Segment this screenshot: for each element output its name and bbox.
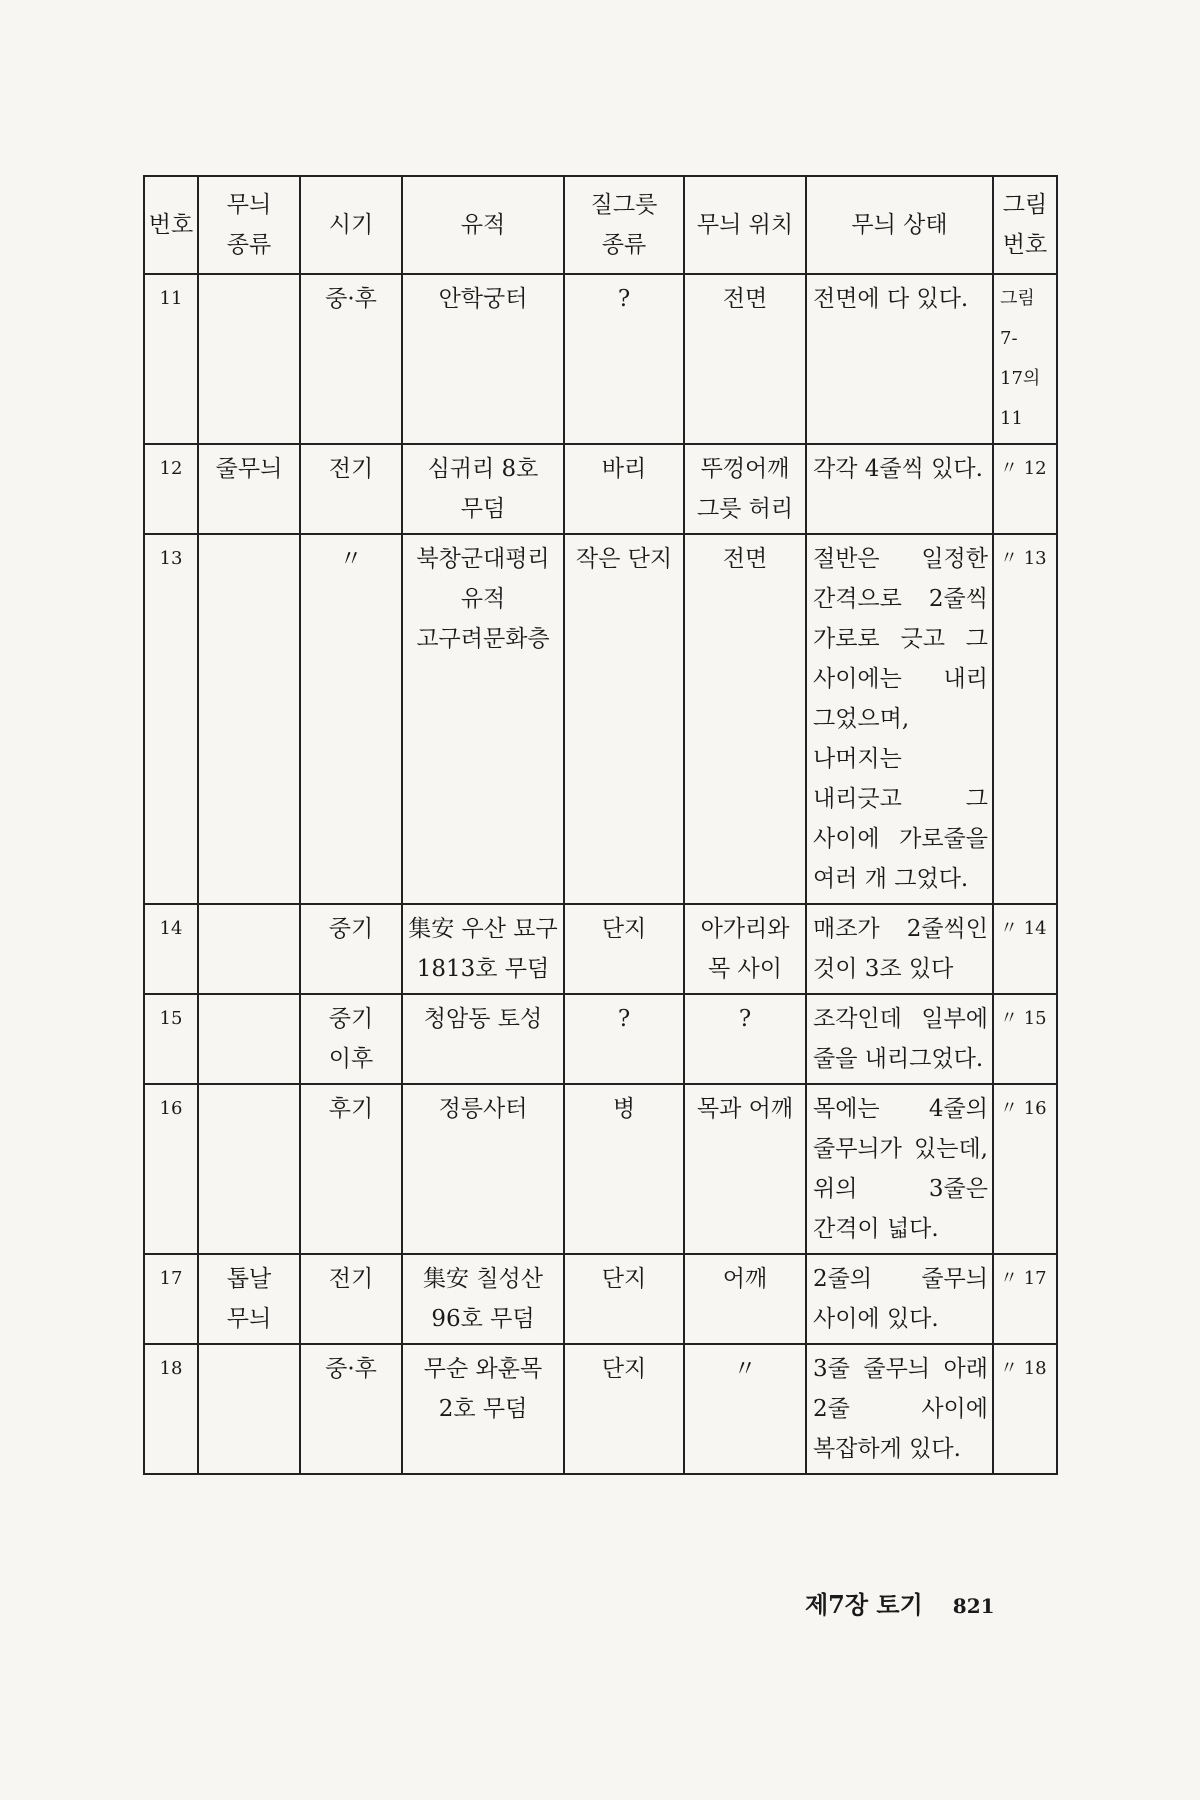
cell-position: 목과 어깨 xyxy=(684,1084,806,1254)
header-number: 번호 xyxy=(144,176,198,274)
cell-state: 절반은 일정한 간격으로 2줄씩 가로로 긋고 그 사이에는 내리 그었으며, 나머지는 내리긋고 그 사이에 가로줄을 여러 개 그었다. xyxy=(806,534,993,904)
table-row xyxy=(144,1084,1057,1254)
cell-vessel: 단지 xyxy=(564,904,684,994)
cell-vessel: 작은 단지 xyxy=(564,534,684,904)
page-number: 821 xyxy=(952,1594,995,1618)
cell-number: 13 xyxy=(144,534,198,904)
header-site: 유적 xyxy=(402,176,564,274)
cell-number: 16 xyxy=(144,1084,198,1254)
table-row xyxy=(144,534,1057,904)
cell-number: 15 xyxy=(144,994,198,1084)
cell-state: 3줄 줄무늬 아래 2줄 사이에 복잡하게 있다. xyxy=(806,1344,993,1474)
cell-number: 14 xyxy=(144,904,198,994)
cell-figure: 〃 17 xyxy=(993,1254,1057,1344)
cell-period: 전기 xyxy=(300,1254,402,1344)
cell-pattern-type: 줄무늬 xyxy=(198,444,300,534)
cell-vessel: 바리 xyxy=(564,444,684,534)
cell-figure: 〃 14 xyxy=(993,904,1057,994)
header-vessel-type: 질그릇 종류 xyxy=(564,176,684,274)
cell-state: 전면에 다 있다. xyxy=(806,274,993,444)
table-row xyxy=(144,274,1057,444)
header-pattern-position: 무늬 위치 xyxy=(684,176,806,274)
cell-state: 조각인데 일부에 줄을 내리그었다. xyxy=(806,994,993,1084)
cell-position: 어깨 xyxy=(684,1254,806,1344)
cell-vessel: ? xyxy=(564,274,684,444)
cell-vessel: 병 xyxy=(564,1084,684,1254)
cell-number: 12 xyxy=(144,444,198,534)
cell-pattern-type xyxy=(198,1084,300,1254)
table-row xyxy=(144,994,1057,1084)
cell-pattern-type xyxy=(198,274,300,444)
pattern-table xyxy=(143,175,1058,1475)
cell-number: 11 xyxy=(144,274,198,444)
cell-state: 목에는 4줄의 줄무늬가 있는데, 위의 3줄은 간격이 넓다. xyxy=(806,1084,993,1254)
cell-site: 북창군대평리 유적 고구려문화층 xyxy=(402,534,564,904)
cell-site: 무순 와훈목 2호 무덤 xyxy=(402,1344,564,1474)
table-row xyxy=(144,444,1057,534)
cell-site: 정릉사터 xyxy=(402,1084,564,1254)
cell-site: 심귀리 8호 무덤 xyxy=(402,444,564,534)
cell-pattern-type: 톱날 무늬 xyxy=(198,1254,300,1344)
cell-period: 〃 xyxy=(300,534,402,904)
header-figure-number: 그림 번호 xyxy=(993,176,1057,274)
cell-period: 후기 xyxy=(300,1084,402,1254)
cell-period: 전기 xyxy=(300,444,402,534)
cell-number: 18 xyxy=(144,1344,198,1474)
cell-site: 集安 우산 묘구 1813호 무덤 xyxy=(402,904,564,994)
cell-vessel: ? xyxy=(564,994,684,1084)
table-row xyxy=(144,904,1057,994)
cell-pattern-type xyxy=(198,1344,300,1474)
table-row xyxy=(144,1344,1057,1474)
header-pattern-state: 무늬 상태 xyxy=(806,176,993,274)
cell-position: 아가리와 목 사이 xyxy=(684,904,806,994)
cell-pattern-type xyxy=(198,994,300,1084)
cell-period: 중·후 xyxy=(300,274,402,444)
cell-vessel: 단지 xyxy=(564,1254,684,1344)
cell-site: 청암동 토성 xyxy=(402,994,564,1084)
cell-position: 뚜껑어깨 그릇 허리 xyxy=(684,444,806,534)
cell-period: 중기 이후 xyxy=(300,994,402,1084)
header-pattern-type: 무늬 종류 xyxy=(198,176,300,274)
cell-vessel: 단지 xyxy=(564,1344,684,1474)
cell-state: 매조가 2줄씩인 것이 3조 있다 xyxy=(806,904,993,994)
cell-period: 중·후 xyxy=(300,1344,402,1474)
cell-figure: 〃 12 xyxy=(993,444,1057,534)
header-period: 시기 xyxy=(300,176,402,274)
cell-figure: 그림 7-17의 11 xyxy=(993,274,1057,444)
cell-state: 각각 4줄씩 있다. xyxy=(806,444,993,534)
cell-figure: 〃 16 xyxy=(993,1084,1057,1254)
cell-site: 안학궁터 xyxy=(402,274,564,444)
table-row xyxy=(144,1254,1057,1344)
cell-figure: 〃 15 xyxy=(993,994,1057,1084)
cell-period: 중기 xyxy=(300,904,402,994)
cell-figure: 〃 13 xyxy=(993,534,1057,904)
chapter-title: 제7장 토기 xyxy=(805,1590,923,1619)
cell-position: 전면 xyxy=(684,534,806,904)
cell-position: 〃 xyxy=(684,1344,806,1474)
cell-site: 集安 칠성산 96호 무덤 xyxy=(402,1254,564,1344)
cell-pattern-type xyxy=(198,534,300,904)
table-header-row xyxy=(144,176,1057,274)
cell-position: ? xyxy=(684,994,806,1084)
cell-pattern-type xyxy=(198,904,300,994)
cell-state: 2줄의 줄무늬 사이에 있다. xyxy=(806,1254,993,1344)
cell-position: 전면 xyxy=(684,274,806,444)
cell-number: 17 xyxy=(144,1254,198,1344)
cell-figure: 〃 18 xyxy=(993,1344,1057,1474)
page-footer xyxy=(805,1585,995,1620)
